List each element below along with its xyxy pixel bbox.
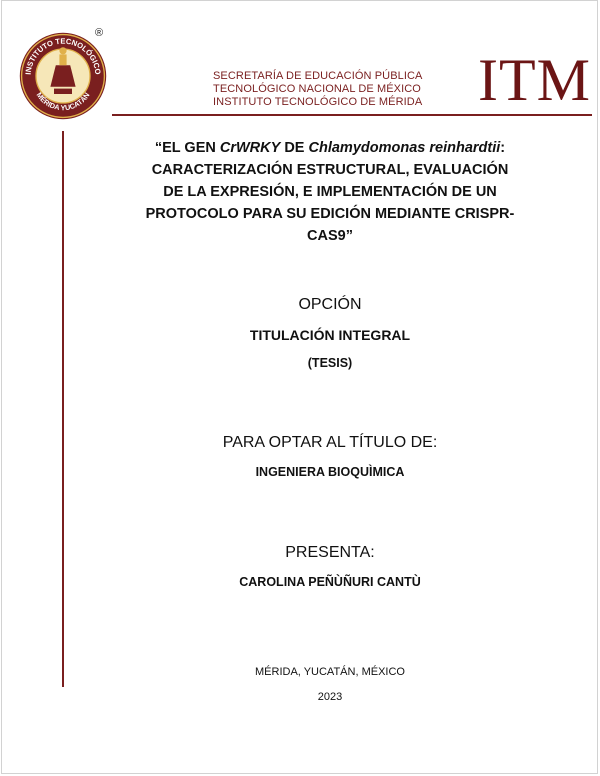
title-organism-species: reinhardtii (429, 140, 501, 156)
institution-line-3: INSTITUTO TECNOLÓGICO DE MÉRIDA (213, 96, 423, 108)
title-open-quote: “ (154, 140, 163, 156)
title-organism-genus: Chlamydomonas (308, 140, 426, 156)
header-rule (112, 114, 592, 116)
thesis-title (140, 137, 520, 247)
title-part-3: : CARACTERIZACIÓN ESTRUCTURAL, EVALUACIÓN DE LA EXPRESIÓN, E IMPLEMENTACIÓN DE UN PROTOCOLO PARA SU EDICIÓN MEDIANTE CRISPR-CAS9 (145, 140, 515, 244)
registered-mark: ® (95, 27, 104, 39)
footer-year: 2023 (317, 691, 343, 703)
institute-seal-logo (18, 31, 108, 121)
institution-block (213, 70, 473, 109)
institution-line-1: SECRETARÍA DE EDUCACIÓN PÚBLICA (213, 70, 423, 82)
degree-label: PARA OPTAR AL TÍTULO DE: (222, 434, 438, 451)
degree-value: INGENIERA BIOQUÌMICA (255, 465, 405, 479)
option-label: OPCIÓN (298, 296, 362, 313)
presenter-name: CAROLINA PEÑÙÑURI CANTÙ (239, 575, 421, 589)
title-close-quote: ” (345, 228, 353, 244)
left-vertical-rule (62, 131, 64, 687)
itm-logo: ITM (478, 47, 591, 113)
presenter-label: PRESENTA: (285, 544, 375, 561)
title-gene: CrWRKY (219, 140, 281, 156)
institution-line-2: TECNOLÓGICO NACIONAL DE MÉXICO (213, 83, 421, 95)
svg-text:INSTITUTO TECNOLÓGICO: INSTITUTO TECNOLÓGICO (23, 36, 103, 76)
option-value: TITULACIÓN INTEGRAL (249, 327, 411, 343)
title-part-1: EL GEN (162, 140, 220, 156)
option-type: (TESIS) (307, 356, 353, 370)
svg-text:MÉRIDA YUCATÁN: MÉRIDA YUCATÁN (34, 90, 92, 113)
title-part-2: DE (280, 140, 309, 156)
footer-place: MÉRIDA, YUCATÁN, MÉXICO (255, 666, 405, 678)
